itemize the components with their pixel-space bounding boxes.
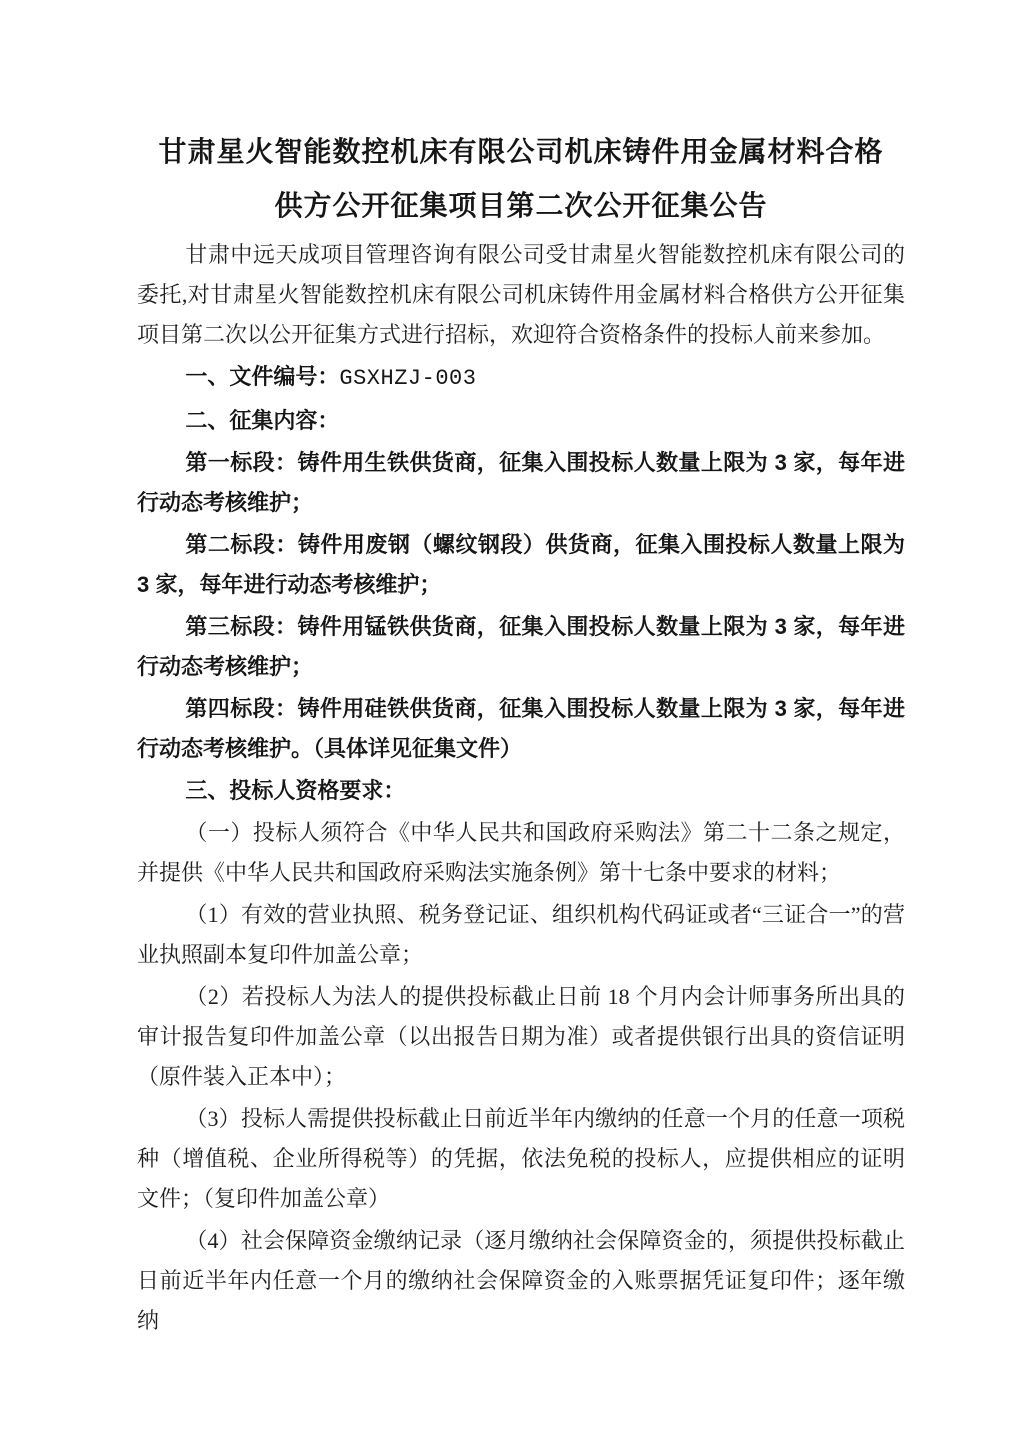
- lot-paragraph-4: 第四标段：铸件用硅铁供货商，征集入围投标人数量上限为 3 家，每年进行动态考核维护。（具体详见征集文件）: [137, 696, 905, 761]
- doc-number-code: GSXHZJ-003: [339, 366, 477, 391]
- document-title-line1: 甘肃星火智能数控机床有限公司机床铸件用金属材料合格: [158, 136, 884, 167]
- qualification-item-3: （2）若投标人为法人的提供投标截止日前 18 个月内会计师事务所出具的审计报告复印件加盖公章（以出报告日期为准）或者提供银行出具的资信证明（原件装入正本中）；: [137, 984, 905, 1089]
- section-content-heading: 二、征集内容：: [185, 408, 340, 433]
- lot-paragraph-1: 第一标段：铸件用生铁供货商，征集入围投标人数量上限为 3 家，每年进行动态考核维护；: [137, 450, 905, 515]
- document-content: [137, 125, 905, 1343]
- qualification-item-4: （3）投标人需提供投标截止日前近半年内缴纳的任意一个月的任意一项税种（增值税、企业所得税等）的凭据，依法免税的投标人，应提供相应的证明文件；（复印件加盖公章）: [137, 1106, 905, 1211]
- qualification-item-5: （4）社会保障资金缴纳记录（逐月缴纳社会保障资金的，须提供投标截止日前近半年内任意一个月的缴纳社会保障资金的入账票据凭证复印件；逐年缴纳: [137, 1228, 905, 1333]
- section-qualification-heading: 三、投标人资格要求：: [185, 778, 406, 803]
- doc-number-label: 一、文件编号：: [185, 364, 340, 389]
- section-doc-number: [137, 357, 905, 399]
- qualification-item-1: （一）投标人须符合《中华人民共和国政府采购法》第二十二条之规定，并提供《中华人民共和国政府采购法实施条例》第十七条中要求的材料；: [137, 820, 905, 885]
- lot-paragraph-2: 第二标段：铸件用废钢（螺纹钢段）供货商，征集入围投标人数量上限为 3 家，每年进行动态考核维护；: [137, 532, 905, 597]
- intro-paragraph: 甘肃中远天成项目管理咨询有限公司受甘肃星火智能数控机床有限公司的委托,对甘肃星火智能数控机床有限公司机床铸件用金属材料合格供方公开征集项目第二次以公开征集方式进行招标，欢迎符合资格条件的投标人前来参加。: [137, 242, 905, 347]
- qualification-item-2: （1）有效的营业执照、税务登记证、组织机构代码证或者“三证合一”的营业执照副本复印件加盖公章；: [137, 902, 905, 967]
- document-title-line2: 供方公开征集项目第二次公开征集公告: [274, 190, 768, 221]
- document-title: [137, 125, 905, 233]
- lot-paragraph-3: 第三标段：铸件用锰铁供货商，征集入围投标人数量上限为 3 家，每年进行动态考核维护；: [137, 614, 905, 679]
